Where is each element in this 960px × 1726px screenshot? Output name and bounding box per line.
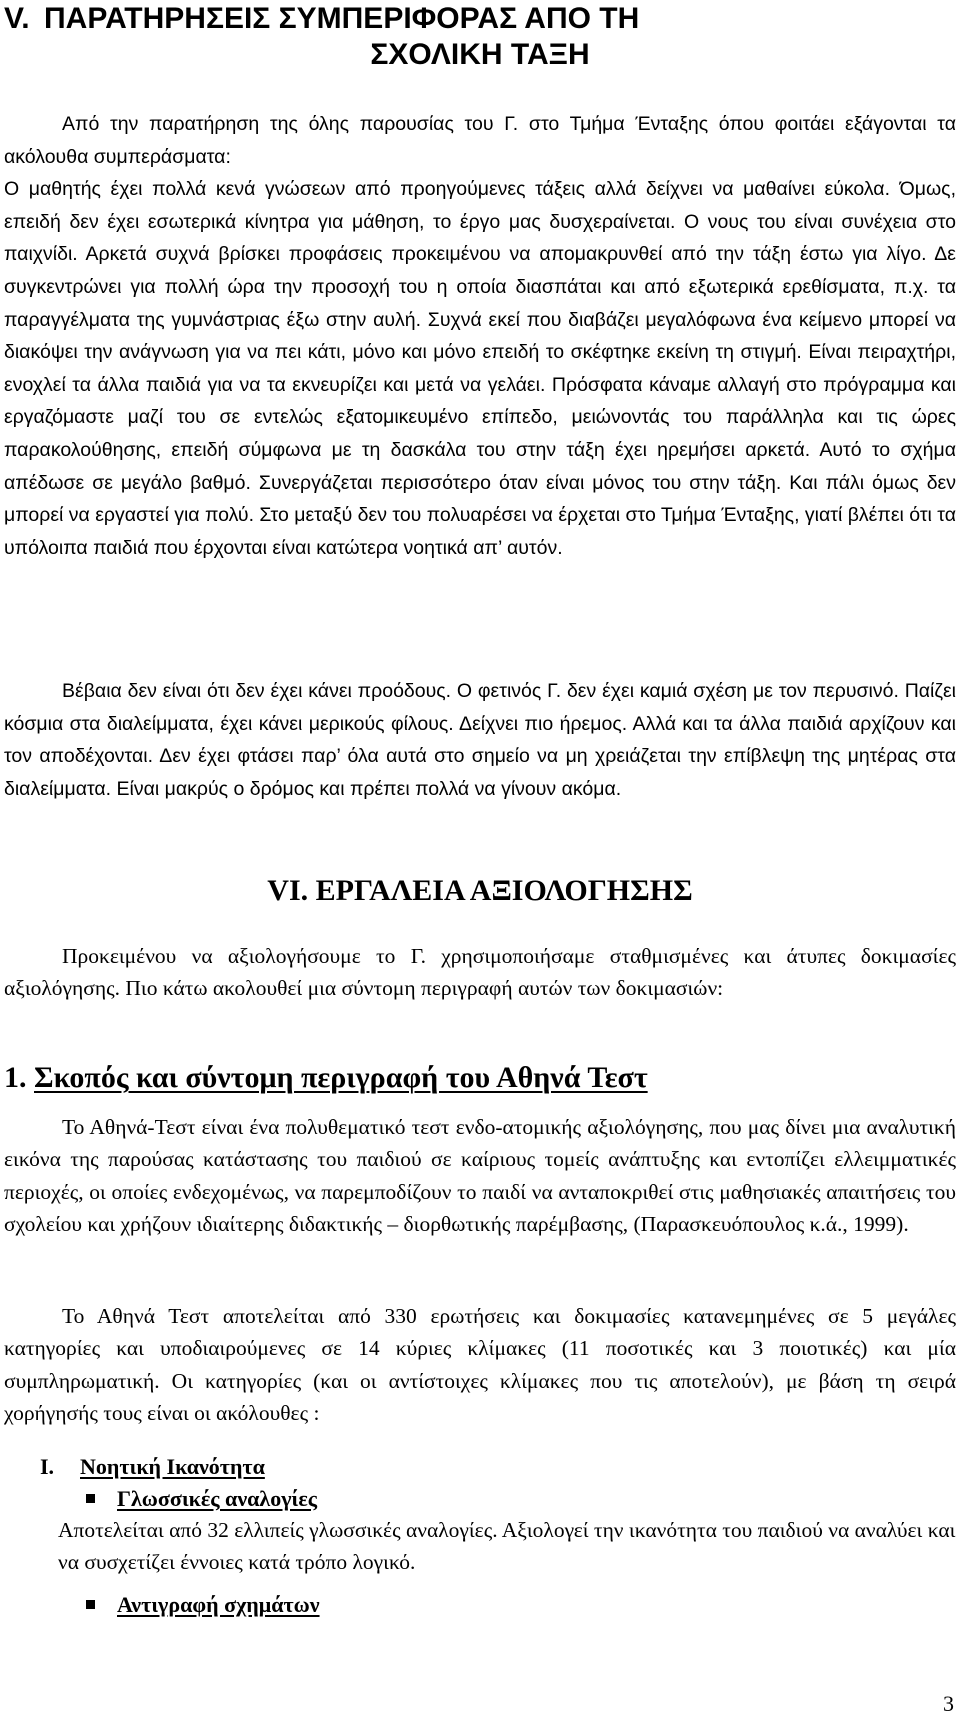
athena-paragraph-1: Το Αθηνά-Τεστ είναι ένα πολυθεματικό τεστ ενδο-ατομικής αξιολόγησης, που μας δίνει μια αναλυτική εικόνα της παρούσας κατάστασης του παιδιού σε καίριους τομείς ανάπτυξης και εντοπίζει ελλειμματικές περιοχές, οι οποίες ενδεχομένως, να παρεμποδίζουν το παιδί να ανταποκριθεί στις μαθησιακές απαιτήσεις του σχολείου και χρήζουν ιδιαίτερης διδακτικής – διορθωτικής παρέμβασης, (Παρασκευόπουλος κ.ά., 1999). xyxy=(4,1115,956,1237)
section-5-title-line1: ΠΑΡΑΤΗΡΗΣΕΙΣ ΣΥΜΠΕΡΙΦΟΡΑΣ ΑΠΟ ΤΗ xyxy=(44,2,640,35)
category-i-numeral: I. xyxy=(40,1454,55,1479)
category-i-heading xyxy=(40,1452,265,1482)
section-5-paragraph-1: Από την παρατήρηση της όλης παρουσίας του Γ. στο Τμήμα Ένταξης όπου φοιτάει εξάγονται τα ακόλουθα συμπεράσματα: xyxy=(4,113,956,168)
subsection-1-number: 1. xyxy=(4,1061,27,1094)
category-i-title: Νοητική Ικανότητα xyxy=(80,1454,265,1479)
section-5-number: V. xyxy=(4,2,30,35)
subsection-1-title: Σκοπός και σύντομη περιγραφή του Αθηνά Τεστ xyxy=(34,1061,648,1094)
scale-title: Αντιγραφή σχημάτων xyxy=(117,1592,320,1617)
scale-title: Γλωσσικές αναλογίες xyxy=(117,1486,318,1511)
section-6-intro: Προκειμένου να αξιολογήσουμε το Γ. χρησιμοποιήσαμε σταθμισμένες και άτυπες δοκιμασίες αξιολόγησης. Πιο κάτω ακολουθεί μια σύντομη περιγραφή αυτών των δοκιμασιών: xyxy=(4,944,956,1001)
section-5-heading xyxy=(4,0,639,38)
athena-paragraph-2: Το Αθηνά Τεστ αποτελείται από 330 ερωτήσεις και δοκιμασίες κατανεμημένες σε 5 μεγάλες κατηγορίες και υποδιαιρούμενες σε 14 κύριες κλίμακες (11 ποσοτικές και 3 ποιοτικές) και μία συμπληρωματική. Οι κατηγορίες (και οι αντίστοιχες κλίμακες που τις αποτελούν), με βάση τη σειρά χορήγησής τους είναι οι ακόλουθες : xyxy=(4,1304,956,1426)
square-bullet-icon xyxy=(86,1600,95,1609)
subsection-1-heading xyxy=(4,1058,648,1098)
scale-item-shape-copying xyxy=(86,1590,320,1620)
section-6-heading: VI. ΕΡΓΑΛΕΙΑ ΑΞΙΟΛΟΓΗΣΗΣ xyxy=(267,874,693,907)
section-5-body xyxy=(4,108,956,564)
section-5-paragraph-2: Ο μαθητής έχει πολλά κενά γνώσεων από προηγούμενες τάξεις αλλά δείχνει να μαθαίνει εύκολα. Όμως, επειδή δεν έχει εσωτερικά κίνητρα για μάθηση, το έργο μας δυσχεραίνεται. Ο νους του είναι συνέχεια στο παιχνίδι. Αρκετά συχνά βρίσκει προφάσεις προκειμένου να απομακρυνθεί από την τάξη έστω για λίγο. Δε συγκεντρώνει για πολλή ώρα την προσοχή του η οποία διασπάται και από εξωτερικά ερεθίσματα, π.χ. τα παραγγέλματα της γυμνάστριας έξω στην αυλή. Συχνά εκεί που διαβάζει μεγαλόφωνα ένα κείμενο μπορεί να διακόψει την ανάγνωση για να πει κάτι, μόνο και μόνο επειδή το σκέφτηκε εκείνη τη στιγμή. Είναι πειραχτήρι, ενοχλεί τα άλλα παιδιά για να τα εκνευρίζει και μετά να γελάει. Πρόσφατα κάναμε αλλαγή στο πρόγραμμα και εργαζόμαστε μαζί του σε εντελώς εξατομικευμένο επίπεδο, μειώνοντάς του παράλληλα και τις ώρες παρακολούθησης, επειδή σύμφωνα με τη δασκάλα του στην τάξη έχει ηρεμήσει αρκετά. Αυτό το σχήμα απέδωσε σε μεγάλο βαθμό. Συνεργάζεται περισσότερο όταν είναι μόνος του στην τάξη. Και πάλι όμως δεν μπορεί να εργαστεί για πολύ. Στο μεταξύ δεν του πολυαρέσει να έρχεται στο Τμήμα Ένταξης, γιατί βλέπει ότι τα υπόλοιπα παιδιά που έρχονται είναι κατώτερα νοητικά απ’ αυτόν. xyxy=(4,178,956,559)
section-5-title-line2: ΣΧΟΛΙΚΗ ΤΑΞΗ xyxy=(370,38,590,71)
section-5-paragraph-3: Βέβαια δεν είναι ότι δεν έχει κάνει προόδους. Ο φετινός Γ. δεν έχει καμιά σχέση με τον περυσινό. Παίζει κόσμια στα διαλείμματα, έχει κάνει μερικούς φίλους. Δείχνει πιο ήρεμος. Αλλά και τα άλλα παιδιά αρχίζουν και τον αποδέχονται. Δεν έχει φτάσει παρ’ όλα αυτά στο σημείο να μη χρειάζεται την επίβλεψη της μητέρας στα διαλείμματα. Είναι μακρύς ο δρόμος και πρέπει πολλά να γίνουν ακόμα. xyxy=(4,680,956,800)
page-number: 3 xyxy=(943,1691,954,1716)
scale-item-linguistic-analogies xyxy=(86,1484,317,1514)
square-bullet-icon xyxy=(86,1494,95,1503)
scale-description: Αποτελείται από 32 ελλιπείς γλωσσικές αναλογίες. Αξιολογεί την ικανότητα του παιδιού να αναλύει και να συσχετίζει έννοιες κατά τρόπο λογικό. xyxy=(58,1518,956,1575)
